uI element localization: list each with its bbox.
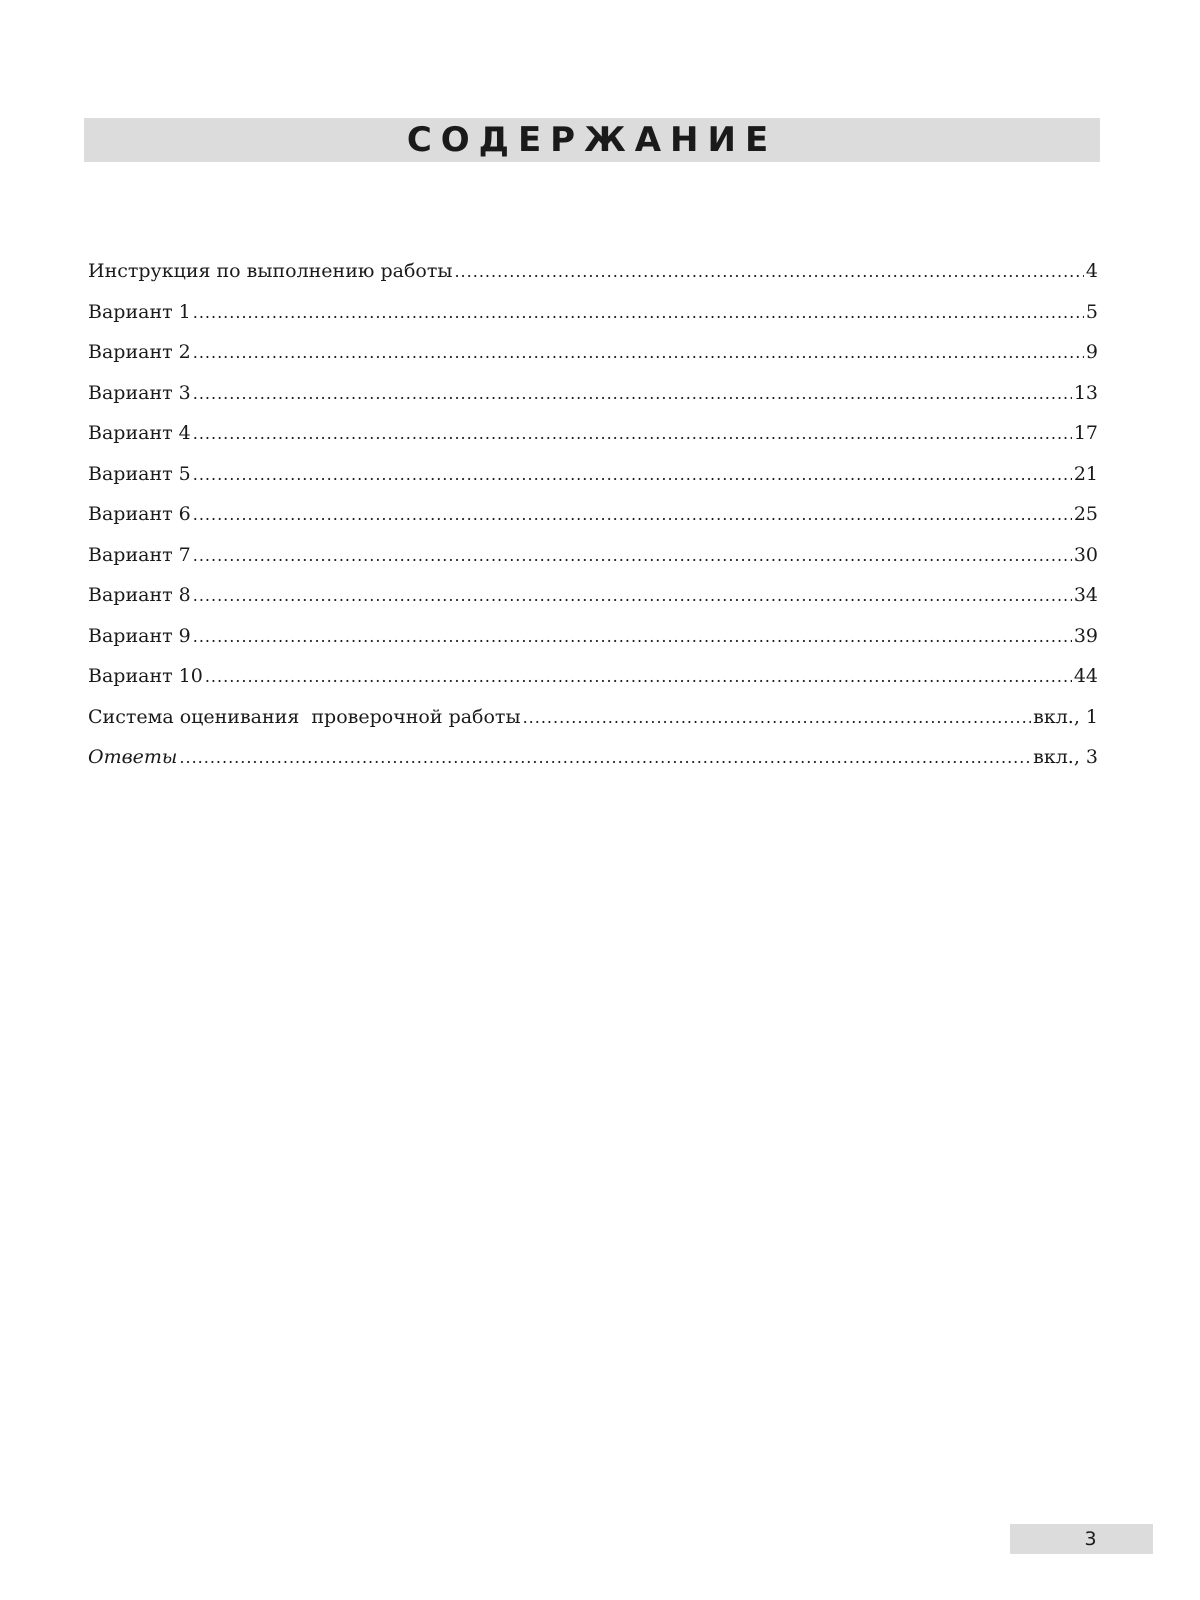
toc-leader-dots: [193, 343, 1084, 362]
toc-entry-label: Вариант 10: [88, 665, 203, 687]
toc-row[interactable]: [88, 584, 1098, 625]
toc-entry-label: Инструкция по выполнению работы: [88, 260, 453, 282]
toc-leader-dots: [193, 384, 1072, 403]
toc-entry-page: 13: [1073, 381, 1098, 404]
toc-leader-dots: [193, 586, 1072, 605]
page-title: СОДЕРЖАНИЕ: [406, 120, 778, 160]
toc-row[interactable]: [88, 463, 1098, 504]
page-number-box: [1010, 1524, 1153, 1554]
table-of-contents: [88, 260, 1098, 787]
toc-leader-dots: [193, 424, 1072, 443]
toc-entry-page: 9: [1085, 341, 1098, 363]
toc-entry-page: 39: [1073, 624, 1098, 647]
toc-row[interactable]: [88, 706, 1098, 747]
toc-row[interactable]: [88, 422, 1098, 463]
toc-entry-label: Вариант 3: [88, 381, 191, 404]
toc-leader-dots: [193, 303, 1084, 322]
toc-leader-dots: [193, 505, 1072, 524]
toc-entry-page: 44: [1073, 665, 1098, 687]
toc-entry-page: вкл., 3: [1033, 746, 1098, 768]
toc-entry-label: Вариант 7: [88, 543, 191, 566]
toc-entry-label: Вариант 8: [88, 584, 191, 606]
toc-row[interactable]: [88, 503, 1098, 544]
toc-entry-label: Ответы: [88, 746, 178, 768]
toc-leader-dots: [454, 262, 1083, 281]
toc-leader-dots: [205, 667, 1072, 686]
toc-row[interactable]: [88, 746, 1098, 787]
toc-leader-dots: [193, 627, 1072, 646]
toc-row[interactable]: [88, 260, 1098, 301]
toc-entry-page: вкл., 1: [1033, 705, 1098, 728]
toc-entry-label: Вариант 4: [88, 422, 191, 444]
toc-row[interactable]: [88, 544, 1098, 585]
toc-entry-label: Вариант 1: [88, 300, 191, 323]
toc-entry-label: Система оценивания проверочной работы: [88, 705, 521, 728]
toc-row[interactable]: [88, 341, 1098, 382]
toc-entry-page: 17: [1073, 422, 1098, 444]
toc-entry-page: 21: [1073, 462, 1098, 485]
toc-entry-label: Вариант 2: [88, 341, 191, 363]
toc-row[interactable]: [88, 301, 1098, 342]
toc-entry-page: 30: [1073, 543, 1098, 566]
title-bar: [84, 118, 1100, 162]
toc-leader-dots: [193, 465, 1072, 484]
toc-leader-dots: [193, 546, 1072, 565]
toc-entry-label: Вариант 6: [88, 503, 191, 525]
toc-entry-page: 4: [1085, 260, 1098, 282]
toc-entry-page: 34: [1073, 584, 1098, 606]
toc-entry-page: 25: [1073, 503, 1098, 525]
page-number: 3: [1084, 1528, 1097, 1550]
toc-row[interactable]: [88, 625, 1098, 666]
toc-leader-dots: [179, 748, 1031, 767]
toc-entry-label: Вариант 5: [88, 462, 191, 485]
toc-leader-dots: [523, 708, 1032, 727]
toc-entry-label: Вариант 9: [88, 624, 191, 647]
toc-row[interactable]: [88, 665, 1098, 706]
toc-entry-page: 5: [1085, 300, 1098, 323]
toc-row[interactable]: [88, 382, 1098, 423]
